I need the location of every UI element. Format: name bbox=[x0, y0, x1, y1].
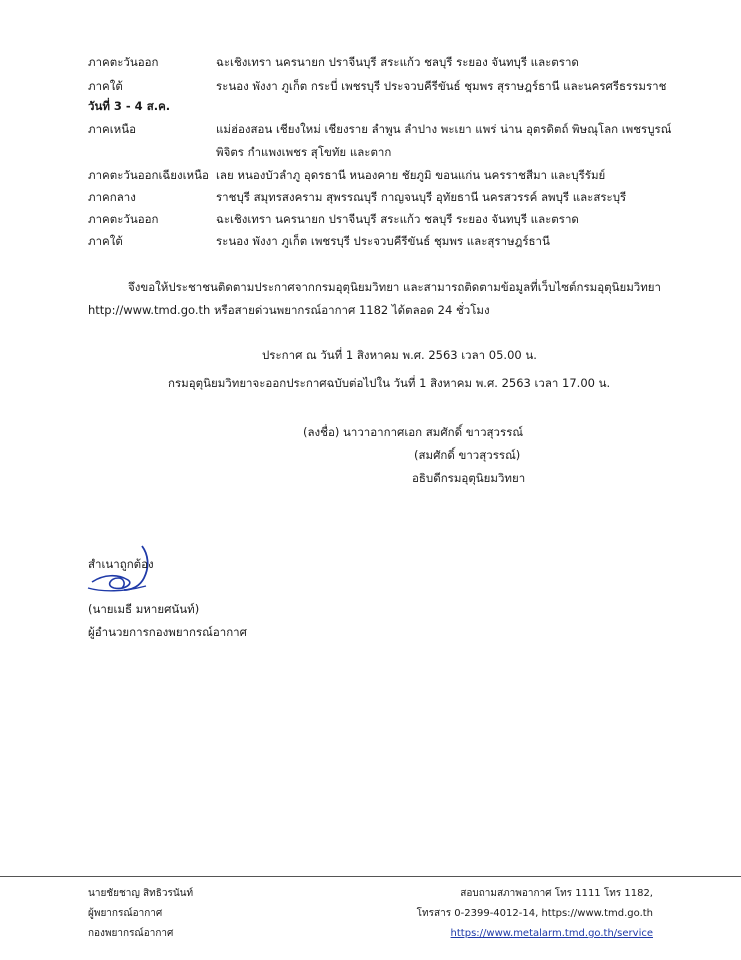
region-name: ภาคกลาง bbox=[88, 190, 136, 204]
footer-forecaster-role: ผู้พยากรณ์อากาศ bbox=[88, 908, 163, 919]
region-name: ภาคเหนือ bbox=[88, 122, 137, 136]
certified-position: ผู้อำนวยการกองพยากรณ์อากาศ bbox=[88, 625, 247, 639]
region-row bbox=[88, 54, 579, 70]
region-provinces: เลย หนองบัวลำภู อุดรธานี หนองคาย ชัยภูมิ ขอนแก่น นครราชสีมา และบุรีรัมย์ bbox=[216, 168, 606, 182]
region-row bbox=[88, 189, 626, 205]
footer-division: กองพยากรณ์อากาศ bbox=[88, 928, 174, 939]
advice-line-1: จึงขอให้ประชาชนติดตามประกาศจากกรมอุตุนิยมวิทยา และสามารถติดตามข้อมูลที่เว็บไซต์กรมอุตุนิยมวิทยา bbox=[128, 280, 662, 294]
certified-name: (นายเมธี มหายศนันท์) bbox=[88, 602, 200, 616]
region-name: ภาคใต้ bbox=[88, 79, 123, 93]
region-row bbox=[88, 211, 579, 227]
region-provinces: ราชบุรี สมุทรสงคราม สุพรรณบุรี กาญจนบุรี อุทัยธานี นครสวรรค์ ลพบุรี และสระบุรี bbox=[216, 190, 627, 204]
footer-divider bbox=[0, 876, 741, 877]
footer-service-link[interactable]: https://www.metalarm.tmd.go.th/service bbox=[450, 928, 653, 939]
region-provinces-continued: พิจิตร กำแพงเพชร สุโขทัย และตาก bbox=[216, 145, 392, 159]
region-row bbox=[88, 233, 550, 249]
region-provinces: ระนอง พังงา ภูเก็ต เพชรบุรี ประจวบคีรีขันธ์ ชุมพร และสุราษฎร์ธานี bbox=[216, 234, 550, 248]
region-name: ภาคใต้ bbox=[88, 234, 123, 248]
announce-issued: ประกาศ ณ วันที่ 1 สิงหาคม พ.ศ. 2563 เวลา 05.00 น. bbox=[262, 348, 537, 362]
region-row bbox=[88, 167, 605, 183]
region-name: ภาคตะวันออกเฉียงเหนือ bbox=[88, 168, 209, 182]
advice-line-2: http://www.tmd.go.th หรือสายด่วนพยากรณ์อากาศ 1182 ได้ตลอด 24 ชั่วโมง bbox=[88, 303, 490, 317]
signatory-signed: (ลงชื่อ) นาวาอากาศเอก สมศักดิ์ ขาวสุวรรณ์ bbox=[303, 425, 524, 439]
date-heading: วันที่ 3 - 4 ส.ค. bbox=[88, 99, 171, 113]
footer-contact-fax: โทรสาร 0-2399-4012-14, https://www.tmd.go.th bbox=[416, 908, 653, 919]
certified-label: สำเนาถูกต้อง bbox=[88, 557, 154, 571]
announce-next: กรมอุตุนิยมวิทยาจะออกประกาศฉบับต่อไปใน วันที่ 1 สิงหาคม พ.ศ. 2563 เวลา 17.00 น. bbox=[168, 376, 611, 390]
region-provinces: ระนอง พังงา ภูเก็ต กระบี่ เพชรบุรี ประจวบคีรีขันธ์ ชุมพร สุราษฎร์ธานี และนครศรีธรรมราช bbox=[216, 79, 667, 93]
region-name: ภาคตะวันออก bbox=[88, 212, 159, 226]
footer-contact-phone: สอบถามสภาพอากาศ โทร 1111 โทร 1182, bbox=[460, 888, 653, 899]
signatory-title: อธิบดีกรมอุตุนิยมวิทยา bbox=[412, 471, 526, 485]
region-provinces: ฉะเชิงเทรา นครนายก ปราจีนบุรี สระแก้ว ชลบุรี ระยอง จันทบุรี และตราด bbox=[216, 212, 579, 226]
region-provinces: ฉะเชิงเทรา นครนายก ปราจีนบุรี สระแก้ว ชลบุรี ระยอง จันทบุรี และตราด bbox=[216, 55, 579, 69]
region-row bbox=[88, 78, 666, 94]
region-name: ภาคตะวันออก bbox=[88, 55, 159, 69]
signatory-name: (สมศักดิ์ ขาวสุวรรณ์) bbox=[414, 448, 521, 462]
region-row bbox=[88, 121, 671, 137]
region-provinces: แม่ฮ่องสอน เชียงใหม่ เชียงราย ลำพูน ลำปาง พะเยา แพร่ น่าน อุตรดิตถ์ พิษณุโลก เพชรบูรณ์ bbox=[216, 122, 672, 136]
footer-forecaster-name: นายชัยชาญ สิทธิวรนันท์ bbox=[88, 888, 194, 899]
